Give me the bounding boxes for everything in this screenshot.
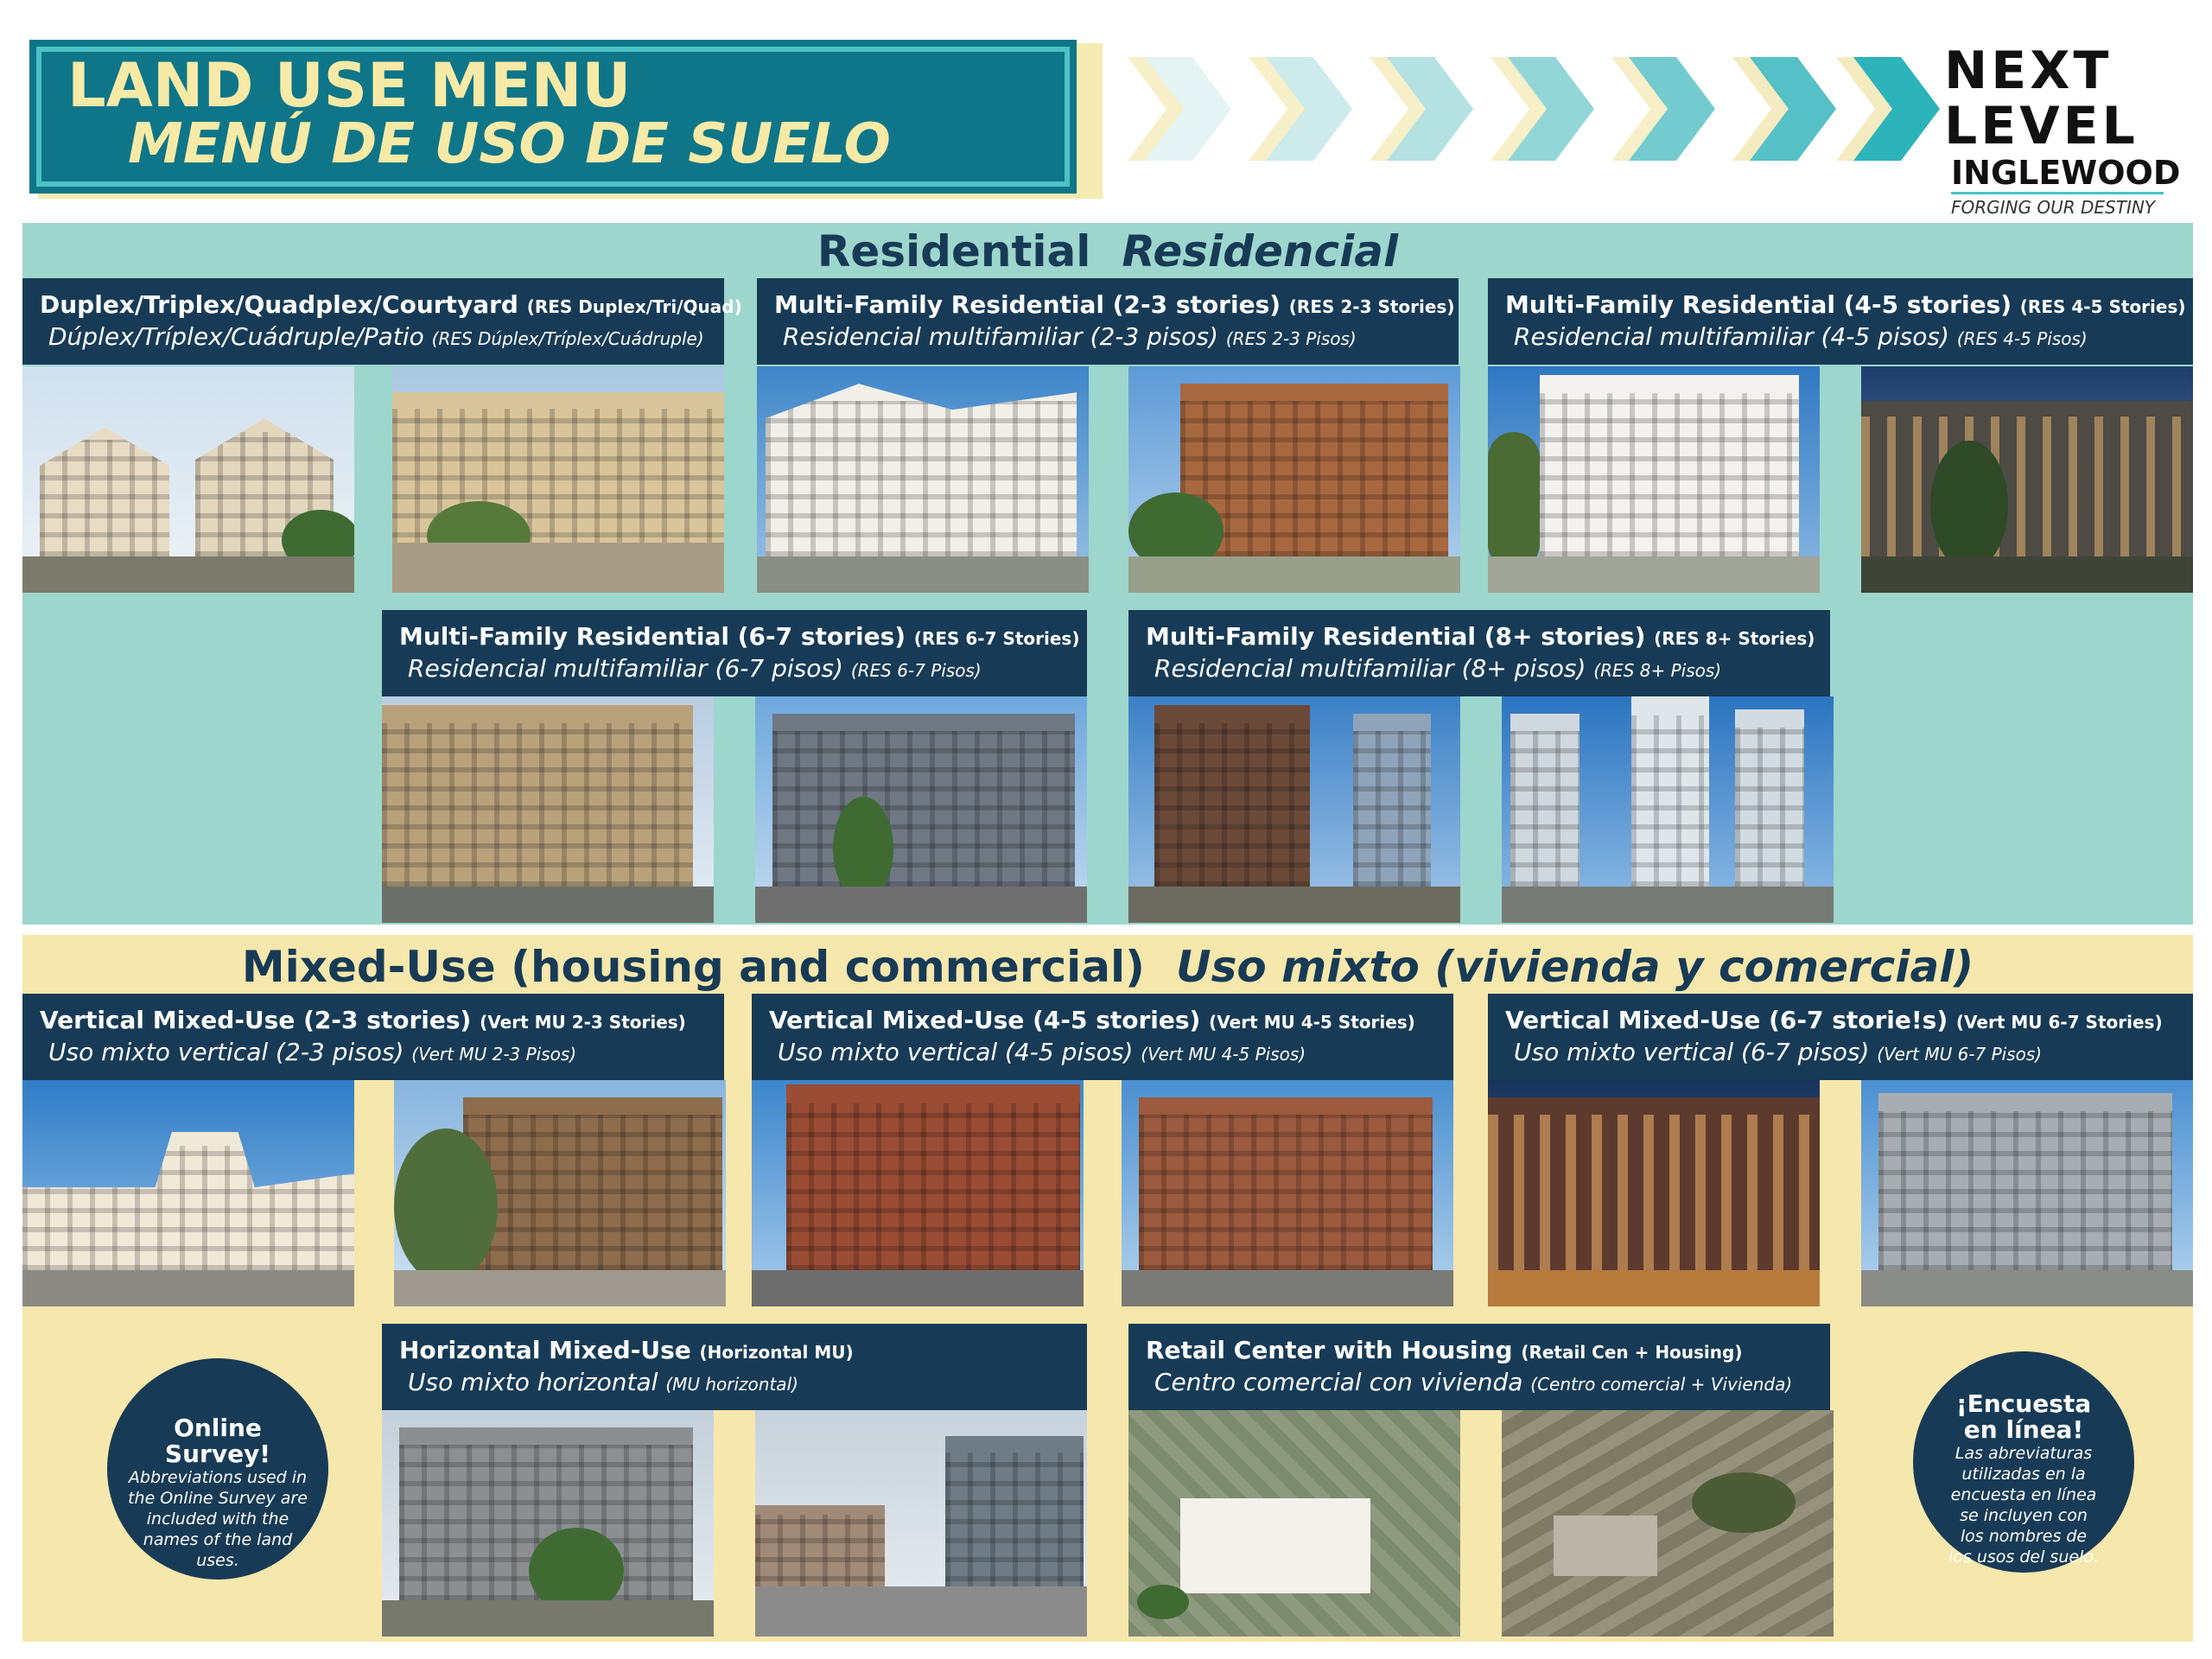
- card-abbr-es: (Centro comercial + Vivienda): [1530, 1374, 1793, 1395]
- survey-body-es: Las abreviaturas utilizadas en la encuesta en línea se incluyen con los nombres de los usos del suelo.: [1948, 1444, 2099, 1567]
- card-title-en: Multi-Family Residential (8+ stories): [1146, 622, 1646, 651]
- residential-heading: [22, 226, 2193, 276]
- online-survey-badge: [107, 1358, 328, 1580]
- card-abbr-es: (RES 2-3 Pisos): [1225, 328, 1357, 349]
- photo-white-stucco-townhouses: [757, 366, 1089, 593]
- mixed-use-heading-en: Mixed-Use (housing and commercial): [241, 942, 1145, 992]
- logo-tagline: FORGING OUR DESTINY: [1951, 197, 2156, 218]
- photo-the-loft-storefront: [394, 1080, 726, 1306]
- logo-underline: [1951, 192, 2164, 194]
- photo-mixed-use-night: [1488, 1080, 1820, 1306]
- card-header-retail-center: [1128, 1324, 1830, 1410]
- residential-heading-en: Residential: [817, 226, 1091, 276]
- card-title-es: Uso mixto vertical (2-3 pisos): [48, 1038, 404, 1066]
- photo-brick-apartments: [1128, 366, 1460, 593]
- card-abbr-en: (Retail Cen + Housing): [1521, 1342, 1743, 1363]
- photo-white-tower-palms: [1488, 366, 1820, 593]
- photo-corner-mixed-use: [1122, 1080, 1453, 1306]
- chevron-icon: [1629, 57, 1715, 161]
- card-title-en: Multi-Family Residential (6-7 stories): [399, 622, 906, 651]
- logo-line-1: NEXT: [1944, 41, 2113, 101]
- card-abbr-en: (Horizontal MU): [699, 1342, 854, 1363]
- card-abbr-en: (RES Duplex/Tri/Quad): [526, 296, 742, 317]
- card-title-en: Retail Center with Housing: [1146, 1336, 1513, 1364]
- chevron-icon: [1853, 57, 1940, 161]
- photo-brick-glass-mixed-use: [752, 1080, 1084, 1306]
- card-header-res-6-7: [382, 610, 1087, 696]
- card-abbr-en: (RES 8+ Stories): [1654, 628, 1815, 649]
- card-title-es: Residencial multifamiliar (6-7 pisos): [408, 654, 843, 683]
- mixed-use-heading: [22, 942, 2193, 992]
- card-abbr-en: (RES 6-7 Stories): [913, 628, 1080, 649]
- photo-aerial-retail-housing: [1128, 1410, 1460, 1637]
- photo-modern-apartments-dusk: [1861, 366, 2193, 593]
- card-title-en: Duplex/Triplex/Quadplex/Courtyard: [40, 290, 518, 319]
- card-abbr-en: (Vert MU 6-7 Stories): [1955, 1012, 2163, 1033]
- logo-line-3: INGLEWOOD: [1951, 154, 2181, 192]
- photo-large-glass-block-building: [1861, 1080, 2193, 1306]
- card-header-res-2-3: [757, 278, 1459, 365]
- photo-glass-skyscrapers: [1502, 696, 1834, 923]
- card-title-es: Uso mixto vertical (6-7 pisos): [1514, 1038, 1870, 1066]
- card-abbr-es: (Vert MU 4-5 Pisos): [1141, 1044, 1306, 1065]
- card-abbr-es: (Vert MU 6-7 Pisos): [1877, 1044, 2043, 1065]
- card-abbr-es: (MU horizontal): [665, 1374, 798, 1395]
- chevron-icon: [1750, 57, 1836, 161]
- card-abbr-en: (RES 4-5 Stories): [2019, 296, 2186, 317]
- chevron-icon: [1145, 57, 1231, 161]
- photo-aerial-neighborhood: [1502, 1410, 1834, 1637]
- card-abbr-en: (Vert MU 4-5 Stories): [1209, 1012, 1415, 1033]
- survey-heading: Online Survey!: [164, 1414, 271, 1468]
- photo-midrise-corner-building: [382, 696, 714, 923]
- card-abbr-es: (RES 8+ Pisos): [1593, 660, 1722, 681]
- card-title-es: Uso mixto vertical (4-5 pisos): [778, 1038, 1134, 1066]
- residential-heading-es: Residencial: [1122, 226, 1399, 276]
- card-header-vert-mu-4-5: [752, 994, 1453, 1080]
- photo-courtyard-housing: [392, 366, 724, 593]
- card-header-vert-mu-2-3: [22, 994, 724, 1080]
- logo-line-2: LEVEL: [1944, 96, 2139, 156]
- card-title-en: Horizontal Mixed-Use: [399, 1336, 691, 1364]
- card-title-es: Residencial multifamiliar (4-5 pisos): [1514, 322, 1949, 351]
- next-level-inglewood-logo: [1944, 41, 2181, 218]
- survey-heading-es: ¡Encuesta en línea!: [1955, 1389, 2092, 1444]
- photo-glass-midrise: [755, 696, 1087, 923]
- card-title-es: Residencial multifamiliar (2-3 pisos): [783, 322, 1218, 351]
- card-abbr-en: (RES 2-3 Stories): [1288, 296, 1455, 317]
- card-abbr-es: (RES Dúplex/Tríplex/Cuádruple): [431, 328, 704, 349]
- card-abbr-es: (RES 6-7 Pisos): [850, 660, 982, 681]
- card-title-es: Uso mixto horizontal: [408, 1368, 658, 1396]
- card-title-es: Dúplex/Tríplex/Cuádruple/Patio: [48, 322, 424, 351]
- card-header-res-8-plus: [1128, 610, 1830, 696]
- card-header-horizontal-mu: [382, 1324, 1087, 1410]
- photo-highrise-towers: [1128, 696, 1460, 923]
- card-title-en: Vertical Mixed-Use (6-7 storie!s): [1505, 1006, 1948, 1034]
- card-title-en: Vertical Mixed-Use (4-5 stories): [769, 1006, 1201, 1034]
- card-title-en: Multi-Family Residential (2-3 stories): [774, 290, 1281, 319]
- survey-body: Abbreviations used in the Online Survey are included with the names of the land uses.: [128, 1468, 308, 1570]
- card-header-res-4-5: [1488, 278, 2193, 365]
- page-title: LAND USE MENU: [67, 50, 632, 121]
- encuesta-en-linea-badge: [1913, 1351, 2134, 1573]
- photo-modern-horizontal-mixed-use: [382, 1410, 714, 1637]
- card-abbr-es: (Vert MU 2-3 Pisos): [411, 1044, 577, 1065]
- card-header-res-duplex: [22, 278, 742, 365]
- photo-duplex-houses: [22, 366, 354, 593]
- card-abbr-es: (RES 4-5 Pisos): [1956, 328, 2088, 349]
- card-header-vert-mu-6-7: [1488, 994, 2193, 1080]
- photo-office-and-parking: [755, 1410, 1087, 1637]
- chevron-icon: [1266, 57, 1352, 161]
- card-title-es: Centro comercial con vivienda: [1154, 1368, 1523, 1396]
- card-title-en: Vertical Mixed-Use (2-3 stories): [40, 1006, 472, 1034]
- card-title-en: Multi-Family Residential (4-5 stories): [1505, 290, 2012, 319]
- card-title-es: Residencial multifamiliar (8+ pisos): [1154, 654, 1586, 683]
- mixed-use-heading-es: Uso mixto (vivienda y comercial): [1175, 942, 1974, 992]
- chevron-icon: [1387, 57, 1473, 161]
- chevron-icon: [1508, 57, 1594, 161]
- page-title-spanish: MENÚ DE USO DE SUELO: [128, 112, 891, 176]
- card-abbr-en: (Vert MU 2-3 Stories): [480, 1012, 686, 1033]
- photo-spanish-mixed-use: [22, 1080, 354, 1306]
